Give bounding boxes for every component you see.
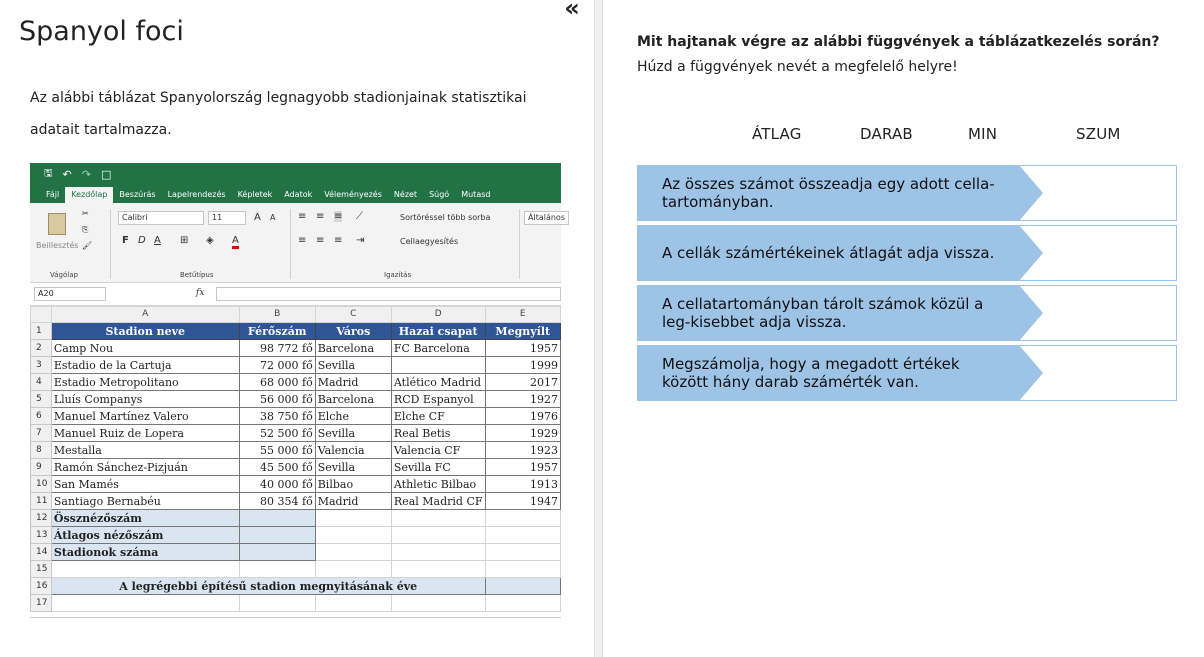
summary-row bbox=[31, 544, 561, 561]
row-number: 16 bbox=[31, 578, 52, 595]
cell: Santiago Bernabéu bbox=[51, 493, 239, 510]
cell bbox=[51, 561, 239, 578]
cell: 1957 bbox=[485, 459, 561, 476]
cell: Sevilla FC bbox=[391, 459, 485, 476]
excel-titlebar bbox=[30, 163, 561, 185]
cell: Sevilla bbox=[315, 425, 391, 442]
clipboard-group-label: Vágólap bbox=[50, 271, 78, 279]
cell bbox=[239, 561, 315, 578]
format-painter-icon: 🖌 bbox=[82, 241, 93, 250]
cell: 45 500 fő bbox=[239, 459, 315, 476]
match-row bbox=[637, 165, 1177, 221]
row-number: 10 bbox=[31, 476, 52, 493]
shrink-font-icon: A bbox=[270, 213, 276, 222]
cell bbox=[391, 510, 485, 527]
cell: FC Barcelona bbox=[391, 340, 485, 357]
ribbon-tab: Nézet bbox=[393, 190, 418, 199]
arrow-shape bbox=[1013, 225, 1043, 281]
row-number: 13 bbox=[31, 527, 52, 544]
option-min[interactable]: MIN bbox=[968, 125, 998, 143]
row-number: 1 bbox=[31, 323, 52, 340]
save-icon: 🖫 bbox=[44, 167, 53, 179]
ribbon-tab: Képletek bbox=[237, 190, 273, 199]
option-darab[interactable]: DARAB bbox=[860, 125, 913, 143]
spreadsheet-table bbox=[30, 306, 561, 612]
paste-label: Beillesztés bbox=[36, 241, 79, 250]
summary-value-cell bbox=[239, 527, 315, 544]
cell: 40 000 fő bbox=[239, 476, 315, 493]
description-text: A cellák számértékeinek átlagát adja vissza. bbox=[662, 244, 995, 262]
table-row bbox=[31, 476, 561, 493]
arrow-shape bbox=[1013, 345, 1043, 401]
cell: Sevilla bbox=[315, 459, 391, 476]
header-cell: Férőszám bbox=[239, 323, 315, 340]
align-center-icon: ≡ bbox=[316, 235, 325, 246]
ribbon-tab: Beszúrás bbox=[119, 190, 156, 199]
fx-icon: fx bbox=[196, 288, 205, 298]
grow-font-icon: A bbox=[254, 212, 261, 223]
ribbon-tab: Súgó bbox=[429, 190, 450, 199]
row-number: 14 bbox=[31, 544, 52, 561]
oldest-row bbox=[31, 578, 561, 595]
copy-icon: ⎘ bbox=[82, 225, 89, 234]
option-atlag[interactable]: ÁTLAG bbox=[752, 125, 802, 143]
cell bbox=[391, 595, 485, 612]
summary-label: Stadionok száma bbox=[51, 544, 239, 561]
font-color-icon: A bbox=[232, 235, 239, 249]
cell: 1927 bbox=[485, 391, 561, 408]
fill-color-icon: ◈ bbox=[206, 235, 214, 246]
ribbon-tab: Véleményezés bbox=[324, 190, 382, 199]
header-cell: Hazai csapat bbox=[391, 323, 485, 340]
cell bbox=[485, 527, 561, 544]
column-header-row bbox=[31, 307, 561, 323]
description-text: Megszámolja, hogy a megadott értékek között hány darab számérték van. bbox=[662, 355, 960, 391]
indent-icon: ⇥ bbox=[356, 235, 365, 246]
align-middle-icon: ≡ bbox=[316, 211, 325, 222]
table-row bbox=[31, 425, 561, 442]
intro-text: Az alábbi táblázat Spanyolország legnagyobb stadionjainak statisztikai adatait tartalmazza. bbox=[30, 90, 527, 138]
cell: 1923 bbox=[485, 442, 561, 459]
cell: Estadio Metropolitano bbox=[51, 374, 239, 391]
table-row bbox=[31, 391, 561, 408]
column-header: B bbox=[239, 307, 315, 323]
ribbon-tab: Lapelrendezés bbox=[167, 190, 226, 199]
cell: 80 354 fő bbox=[239, 493, 315, 510]
cell bbox=[485, 510, 561, 527]
table-row bbox=[31, 442, 561, 459]
row-number: 5 bbox=[31, 391, 52, 408]
ribbon-separator bbox=[110, 209, 111, 279]
cell: San Mamés bbox=[51, 476, 239, 493]
ribbon-tab-active: Kezdőlap bbox=[65, 187, 113, 203]
cell: 56 000 fő bbox=[239, 391, 315, 408]
oldest-value-cell bbox=[485, 578, 561, 595]
number-format-box: Általános bbox=[524, 211, 569, 225]
undo-icon: ↶ bbox=[62, 167, 72, 181]
redo-icon: ↷ bbox=[81, 167, 91, 181]
bold-icon: F bbox=[122, 235, 129, 246]
table-row bbox=[31, 357, 561, 374]
cell: 1957 bbox=[485, 340, 561, 357]
row-number: 4 bbox=[31, 374, 52, 391]
cell: 98 772 fő bbox=[239, 340, 315, 357]
ribbon-tabs bbox=[30, 185, 561, 203]
cell bbox=[51, 595, 239, 612]
align-bottom-icon: ≡ bbox=[334, 211, 343, 222]
question-bold: Mit hajtanak végre az alábbi függvények a táblázatkezelés során? bbox=[637, 34, 1160, 50]
cell: 1976 bbox=[485, 408, 561, 425]
pane-divider[interactable] bbox=[594, 0, 603, 657]
question-instruction: Húzd a függvények nevét a megfelelő helyre! bbox=[637, 59, 958, 75]
font-group-label: Betűtípus bbox=[180, 271, 214, 279]
cell: Camp Nou bbox=[51, 340, 239, 357]
align-top-icon: ≡ bbox=[298, 211, 307, 222]
font-size-box: 11 bbox=[208, 211, 246, 225]
table-row bbox=[31, 408, 561, 425]
right-pane bbox=[603, 0, 1204, 657]
match-row bbox=[637, 345, 1177, 401]
align-left-icon: ≡ bbox=[298, 235, 307, 246]
cell: 1913 bbox=[485, 476, 561, 493]
cell: 52 500 fő bbox=[239, 425, 315, 442]
cell: 38 750 fő bbox=[239, 408, 315, 425]
cell bbox=[391, 561, 485, 578]
ribbon-tab: Mutasd bbox=[461, 190, 491, 199]
cell: Atlético Madrid bbox=[391, 374, 485, 391]
cell: Valencia bbox=[315, 442, 391, 459]
row-number: 7 bbox=[31, 425, 52, 442]
header-cell: Stadion neve bbox=[51, 323, 239, 340]
cell: Ramón Sánchez-Pizjuán bbox=[51, 459, 239, 476]
left-pane bbox=[0, 0, 594, 657]
cell: Elche bbox=[315, 408, 391, 425]
cut-icon: ✂ bbox=[82, 209, 89, 218]
cell: Estadio de la Cartuja bbox=[51, 357, 239, 374]
cell: Mestalla bbox=[51, 442, 239, 459]
row-number: 17 bbox=[31, 595, 52, 612]
cell bbox=[391, 357, 485, 374]
cell: Madrid bbox=[315, 493, 391, 510]
paste-icon bbox=[48, 213, 66, 235]
font-name-box: Calibri bbox=[118, 211, 204, 225]
formula-bar bbox=[30, 283, 561, 306]
cell: Bilbao bbox=[315, 476, 391, 493]
select-all-corner bbox=[31, 307, 52, 323]
column-header: A bbox=[51, 307, 239, 323]
summary-value-cell bbox=[239, 544, 315, 561]
cell: Valencia CF bbox=[391, 442, 485, 459]
excel-screenshot bbox=[30, 163, 565, 618]
question-text bbox=[637, 30, 1182, 80]
cell: 1929 bbox=[485, 425, 561, 442]
summary-label: Össznézőszám bbox=[51, 510, 239, 527]
cell: Sevilla bbox=[315, 357, 391, 374]
row-number: 6 bbox=[31, 408, 52, 425]
table-row bbox=[31, 493, 561, 510]
summary-row bbox=[31, 527, 561, 544]
cell: Barcelona bbox=[315, 340, 391, 357]
cell: 72 000 fő bbox=[239, 357, 315, 374]
border-icon: ⊞ bbox=[180, 235, 189, 246]
draggable-options bbox=[637, 125, 1182, 147]
table-row bbox=[31, 561, 561, 578]
name-box: A20 bbox=[34, 287, 106, 301]
table-row bbox=[31, 340, 561, 357]
cell: Manuel Martínez Valero bbox=[51, 408, 239, 425]
italic-icon: D bbox=[138, 235, 146, 246]
ribbon-separator bbox=[290, 209, 291, 279]
row-number: 9 bbox=[31, 459, 52, 476]
ribbon-tab: Fájl bbox=[46, 190, 60, 199]
column-header: D bbox=[391, 307, 485, 323]
summary-row bbox=[31, 510, 561, 527]
cell: Real Betis bbox=[391, 425, 485, 442]
cell: Real Madrid CF bbox=[391, 493, 485, 510]
print-preview-icon: □ bbox=[100, 167, 112, 181]
ribbon-tab: Adatok bbox=[284, 190, 313, 199]
alignment-group-label: Igazítás bbox=[384, 271, 412, 279]
cell bbox=[239, 595, 315, 612]
cell bbox=[315, 527, 391, 544]
sheet-grid bbox=[30, 306, 561, 612]
row-number: 12 bbox=[31, 510, 52, 527]
header-cell: Megnyílt bbox=[485, 323, 561, 340]
cell: 1947 bbox=[485, 493, 561, 510]
page-title: Spanyol foci bbox=[19, 16, 184, 47]
option-szum[interactable]: SZUM bbox=[1076, 125, 1121, 143]
cell bbox=[391, 544, 485, 561]
ribbon bbox=[30, 203, 565, 283]
cell: Athletic Bilbao bbox=[391, 476, 485, 493]
oldest-label: A legrégebbi építésű stadion megnyitásának éve bbox=[51, 578, 485, 595]
arrow-shape bbox=[1013, 285, 1043, 341]
cell bbox=[485, 595, 561, 612]
cell bbox=[315, 561, 391, 578]
summary-value-cell bbox=[239, 510, 315, 527]
header-cell: Város bbox=[315, 323, 391, 340]
cell: RCD Espanyol bbox=[391, 391, 485, 408]
cell: Barcelona bbox=[315, 391, 391, 408]
cell bbox=[315, 544, 391, 561]
cell bbox=[315, 510, 391, 527]
cell: 2017 bbox=[485, 374, 561, 391]
merge-label: Cellaegyesítés bbox=[400, 237, 459, 246]
align-right-icon: ≡ bbox=[334, 235, 343, 246]
table-row bbox=[31, 459, 561, 476]
ribbon-separator bbox=[519, 209, 520, 279]
cell: Madrid bbox=[315, 374, 391, 391]
row-number: 8 bbox=[31, 442, 52, 459]
formula-input bbox=[216, 287, 561, 301]
orientation-icon: ⟋ bbox=[356, 211, 363, 222]
match-row bbox=[637, 285, 1177, 341]
row-number: 2 bbox=[31, 340, 52, 357]
cell bbox=[485, 561, 561, 578]
table-header-row bbox=[31, 323, 561, 340]
cell: 1999 bbox=[485, 357, 561, 374]
cell: Lluís Companys bbox=[51, 391, 239, 408]
cell: 55 000 fő bbox=[239, 442, 315, 459]
collapse-button[interactable]: « bbox=[564, 0, 580, 22]
row-number: 3 bbox=[31, 357, 52, 374]
cell: Manuel Ruiz de Lopera bbox=[51, 425, 239, 442]
wrap-text-label: Sortöréssel több sorba bbox=[400, 213, 491, 222]
cell bbox=[315, 595, 391, 612]
cell: 68 000 fő bbox=[239, 374, 315, 391]
summary-label: Átlagos nézőszám bbox=[51, 527, 239, 544]
match-row bbox=[637, 225, 1177, 281]
row-number: 11 bbox=[31, 493, 52, 510]
table-row bbox=[31, 595, 561, 612]
row-number: 15 bbox=[31, 561, 52, 578]
description-text: A cellatartományban tárolt számok közül a leg-kisebbet adja vissza. bbox=[662, 295, 984, 331]
arrow-shape bbox=[1013, 165, 1043, 221]
description-text: Az összes számot összeadja egy adott cella-tartományban. bbox=[662, 175, 995, 211]
underline-icon: A bbox=[154, 235, 161, 246]
column-header: C bbox=[315, 307, 391, 323]
cell: Elche CF bbox=[391, 408, 485, 425]
column-header: E bbox=[485, 307, 561, 323]
table-row bbox=[31, 374, 561, 391]
cell bbox=[485, 544, 561, 561]
cell bbox=[391, 527, 485, 544]
